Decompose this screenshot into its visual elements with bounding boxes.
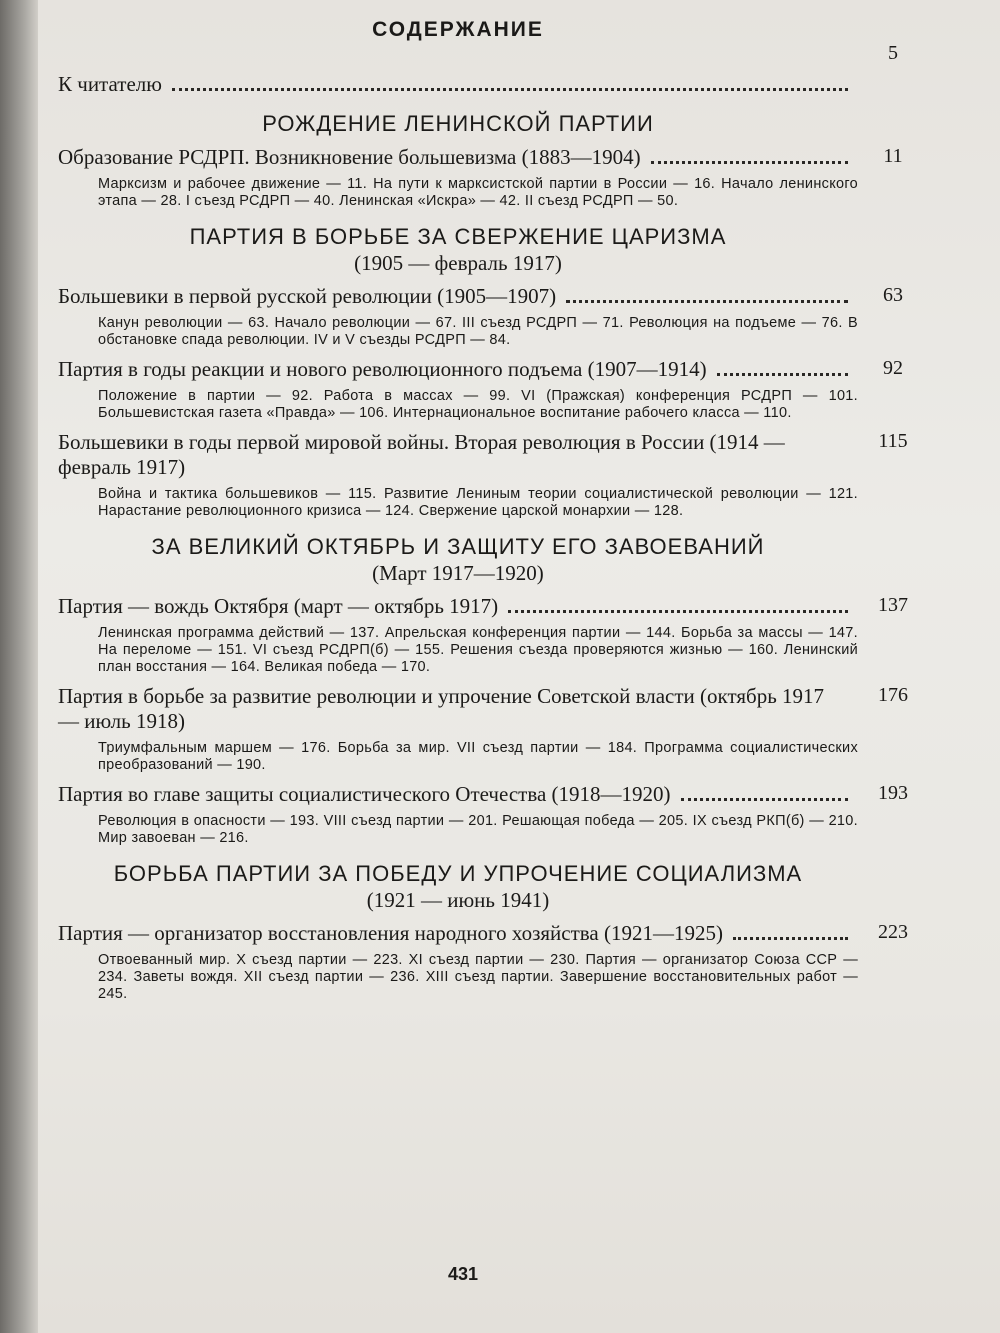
leader-dots bbox=[681, 798, 848, 801]
chapter-title: Партия — организатор восстановления народного хозяйства (1921—1925) bbox=[58, 921, 723, 945]
book-page bbox=[38, 0, 1000, 1333]
chapter-title: Партия — вождь Октября (март — октябрь 1917) bbox=[58, 594, 499, 618]
chapter-summary: Триумфальным маршем — 176. Борьба за мир. VII съезд партии — 184. Программа социалистических преобразований — 190. bbox=[98, 740, 858, 773]
chapter-page: 11 bbox=[883, 145, 903, 167]
leader-dots bbox=[651, 161, 848, 164]
chapter-summary: Канун революции — 63. Начало революции — 67. III съезд РСДРП — 71. Революция на подъеме — 76. В обстановке спада революции. IV и V съезды РСДРП — 84. bbox=[98, 315, 858, 348]
part-heading: ПАРТИЯ В БОРЬБЕ ЗА СВЕРЖЕНИЕ ЦАРИЗМА bbox=[189, 224, 727, 249]
chapter-summary: Положение в партии — 92. Работа в массах — 99. VI (Пражская) конференция РСДРП — 101. Большевистская газета «Правда» — 106. Интернациональное воспитание рабочего класса — 110. bbox=[98, 388, 858, 421]
chapter-summary: Война и тактика большевиков — 115. Развитие Лениным теории социалистической революции — 121. Нарастание революционного кризиса — 124. Свержение царской монархии — 128. bbox=[98, 486, 858, 519]
part-heading: РОЖДЕНИЕ ЛЕНИНСКОЙ ПАРТИИ bbox=[262, 111, 654, 136]
chapter-entry bbox=[58, 145, 903, 210]
book-gutter-edge bbox=[0, 0, 40, 1333]
chapter-entry bbox=[58, 430, 908, 520]
chapter-page: 193 bbox=[878, 782, 908, 804]
part-dates: (1921 — июнь 1941) bbox=[366, 888, 550, 912]
chapter-entry bbox=[58, 921, 908, 1003]
chapter-page: 115 bbox=[878, 430, 908, 452]
part-heading: ЗА ВЕЛИКИЙ ОКТЯБРЬ И ЗАЩИТУ ЕГО ЗАВОЕВАНИЙ bbox=[151, 534, 765, 559]
chapter-entry bbox=[58, 594, 908, 676]
leader-dots bbox=[508, 610, 848, 613]
chapter-summary: Революция в опасности — 193. VIII съезд партии — 201. Решающая победа — 205. IX съезд РКП(б) — 210. Мир завоеван — 216. bbox=[98, 813, 858, 846]
part-dates: (Март 1917—1920) bbox=[372, 561, 544, 585]
toc bbox=[58, 14, 908, 1007]
chapter-entry bbox=[58, 357, 903, 422]
chapter-summary: Марксизм и рабочее движение — 11. На пути к марксистской партии в России — 16. Начало ленинского этапа — 28. I съезд РСДРП — 40. Ленинская «Искра» — 42. II съезд РСДРП — 50. bbox=[98, 176, 858, 209]
page-folio: 431 bbox=[448, 1264, 479, 1284]
intro-page: 5 bbox=[888, 42, 898, 64]
leader-dots bbox=[733, 937, 848, 940]
page-title: СОДЕРЖАНИЕ bbox=[372, 18, 544, 41]
part-dates: (1905 — февраль 1917) bbox=[354, 251, 562, 275]
chapter-page: 137 bbox=[878, 594, 908, 616]
leader-dots bbox=[172, 88, 848, 91]
leader-dots bbox=[717, 373, 848, 376]
chapter-summary: Ленинская программа действий — 137. Апрельская конференция партии — 144. Борьба за массы — 147. На переломе — 151. VI съезд РСДРП(б) — 155. Решения съезда проверяются жизнью — 160. Ленинский план восстания — 164. Великая победа — 170. bbox=[98, 625, 858, 675]
chapter-title: Образование РСДРП. Возникновение большевизма (1883—1904) bbox=[58, 145, 641, 169]
parts-list bbox=[58, 111, 908, 1003]
chapter-title: Партия во главе защиты социалистического Отечества (1918—1920) bbox=[58, 782, 671, 806]
chapter-entry bbox=[58, 684, 908, 774]
chapter-title: Большевики в годы первой мировой войны. Вторая революция в России (1914 — февраль 1917) bbox=[58, 430, 785, 479]
chapter-summary: Отвоеванный мир. X съезд партии — 223. XI съезд партии — 230. Партия — организатор Союза ССР — 234. Заветы вождя. XII съезд партии — 236. XIII съезд партии. Завершение восстановительных работ — 245. bbox=[98, 952, 858, 1002]
leader-dots bbox=[566, 300, 848, 303]
chapter-title: Большевики в первой русской революции (1905—1907) bbox=[58, 284, 557, 308]
chapter-page: 176 bbox=[878, 684, 908, 706]
chapter-entry bbox=[58, 782, 908, 847]
chapter-title: Партия в годы реакции и нового революционного подъема (1907—1914) bbox=[58, 357, 707, 381]
intro-label: К читателю bbox=[58, 72, 162, 96]
part-heading: БОРЬБА ПАРТИИ ЗА ПОБЕДУ И УПРОЧЕНИЕ СОЦИАЛИЗМА bbox=[113, 861, 803, 886]
chapter-page: 223 bbox=[878, 921, 908, 943]
chapter-page: 63 bbox=[883, 284, 903, 306]
chapter-title: Партия в борьбе за развитие революции и упрочение Советской власти (октябрь 1917 — июль 1918) bbox=[58, 684, 825, 733]
chapter-entry bbox=[58, 284, 903, 349]
intro-entry bbox=[58, 42, 898, 97]
chapter-page: 92 bbox=[883, 357, 903, 379]
